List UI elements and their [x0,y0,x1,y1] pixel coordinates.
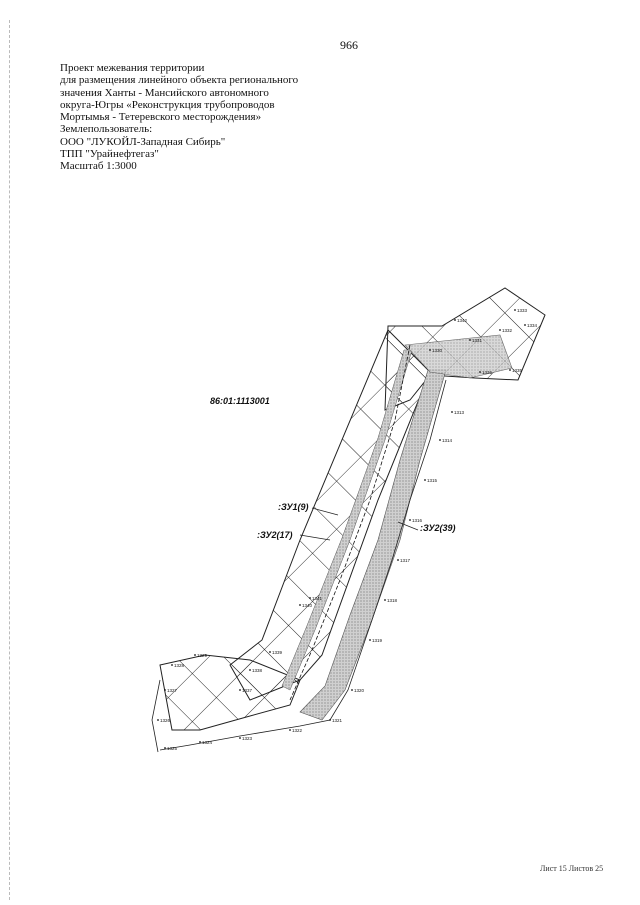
title-line: значения Ханты - Мансийского автономного [60,86,269,99]
boundary-point-label: 1314 [442,438,453,443]
boundary-point-marker [299,604,301,606]
boundary-left [152,680,160,752]
boundary-point-label: 1319 [372,638,383,643]
boundary-point-marker [239,737,241,739]
boundary-point-label: 1338 [252,668,263,673]
boundary-point-label: 1322 [292,728,303,733]
boundary-point-marker [451,411,453,413]
boundary-point-label: 1323 [242,736,253,741]
boundary-point-label: 1313 [454,410,465,415]
boundary-point-marker [329,719,331,721]
boundary-point-marker [351,689,353,691]
boundary-point-marker [164,747,166,749]
boundary-point-marker [469,339,471,341]
boundary-point-label: 1315 [427,478,438,483]
boundary-point-label: 1335 [512,368,523,373]
boundary-point-label: 1326 [160,718,171,723]
sheet-label: Лист 15 Листов 25 [540,864,604,873]
boundary-point-marker [479,371,481,373]
boundary-point-marker [199,741,201,743]
boundary-point-label: 1340 [302,603,313,608]
boundary-point-label: 1334 [527,323,538,328]
boundary-point-marker [164,689,166,691]
boundary-point-marker [439,439,441,441]
title-line: для размещения линейного объекта регионального [60,74,299,87]
boundary-point-label: 1339 [272,650,283,655]
boundary-point-marker [384,599,386,601]
boundary-point-marker [509,369,511,371]
boundary-point-marker [424,479,426,481]
cadastral-block-label: 86:01:1113001 [210,396,270,406]
boundary-point-label: 1317 [400,558,411,563]
boundary-point-label: 1342 [457,318,468,323]
boundary-point-marker [397,559,399,561]
boundary-point-label: 1327 [167,688,178,693]
boundary-point-marker [409,519,411,521]
boundary-point-label: 1325 [167,746,178,751]
boundary-point-marker [194,654,196,656]
boundary-point-label: 1318 [387,598,398,603]
boundary-point-marker [429,349,431,351]
plot-label-zu2-39: :ЗУ2(39) [420,523,456,533]
boundary-point-label: 1320 [354,688,365,693]
boundary-point-marker [454,319,456,321]
boundary-point-label: 1324 [202,740,213,745]
boundary-point-label: 1321 [332,718,343,723]
title-line: Проект межевания территории [60,62,205,74]
company-name: ООО "ЛУКОЙЛ-Западная Сибирь" [60,135,226,148]
boundary-point-marker [157,719,159,721]
boundary-point-label: 1332 [502,328,513,333]
boundary-point-label: 1330 [432,348,443,353]
division-name: ТПП "Урайнефтегаз" [60,148,159,161]
boundary-point-label: 1337 [242,688,253,693]
plot-label-zu1: :ЗУ1(9) [278,502,309,512]
boundary-point-marker [514,309,516,311]
boundary-point-marker [524,324,526,326]
boundary-point-label: 1331 [472,338,483,343]
boundary-point-label: 1316 [412,518,423,523]
boundary-point-marker [171,664,173,666]
scale-label: Масштаб 1:3000 [60,160,137,173]
boundary-point-label: 1333 [517,308,528,313]
boundary-point-label: 1341 [312,596,323,601]
page-number: 966 [340,38,358,52]
boundary-point-marker [249,669,251,671]
boundary-point-marker [239,689,241,691]
landuser-label: Землепользователь: [60,123,153,136]
boundary-point-marker [269,651,271,653]
boundary-point-label: 1328 [174,663,185,668]
boundary-point-marker [289,729,291,731]
title-line: округа-Югры «Реконструкция трубопроводов [60,98,275,111]
title-line: Мортымья - Тетеревского месторождения» [60,111,262,124]
boundary-point-marker [499,329,501,331]
boundary-point-label: 1329 [197,653,208,658]
boundary-point-marker [369,639,371,641]
boundary-point-marker [309,597,311,599]
plot-label-zu2-17: :ЗУ2(17) [257,530,293,540]
boundary-point-label: 1336 [482,370,493,375]
